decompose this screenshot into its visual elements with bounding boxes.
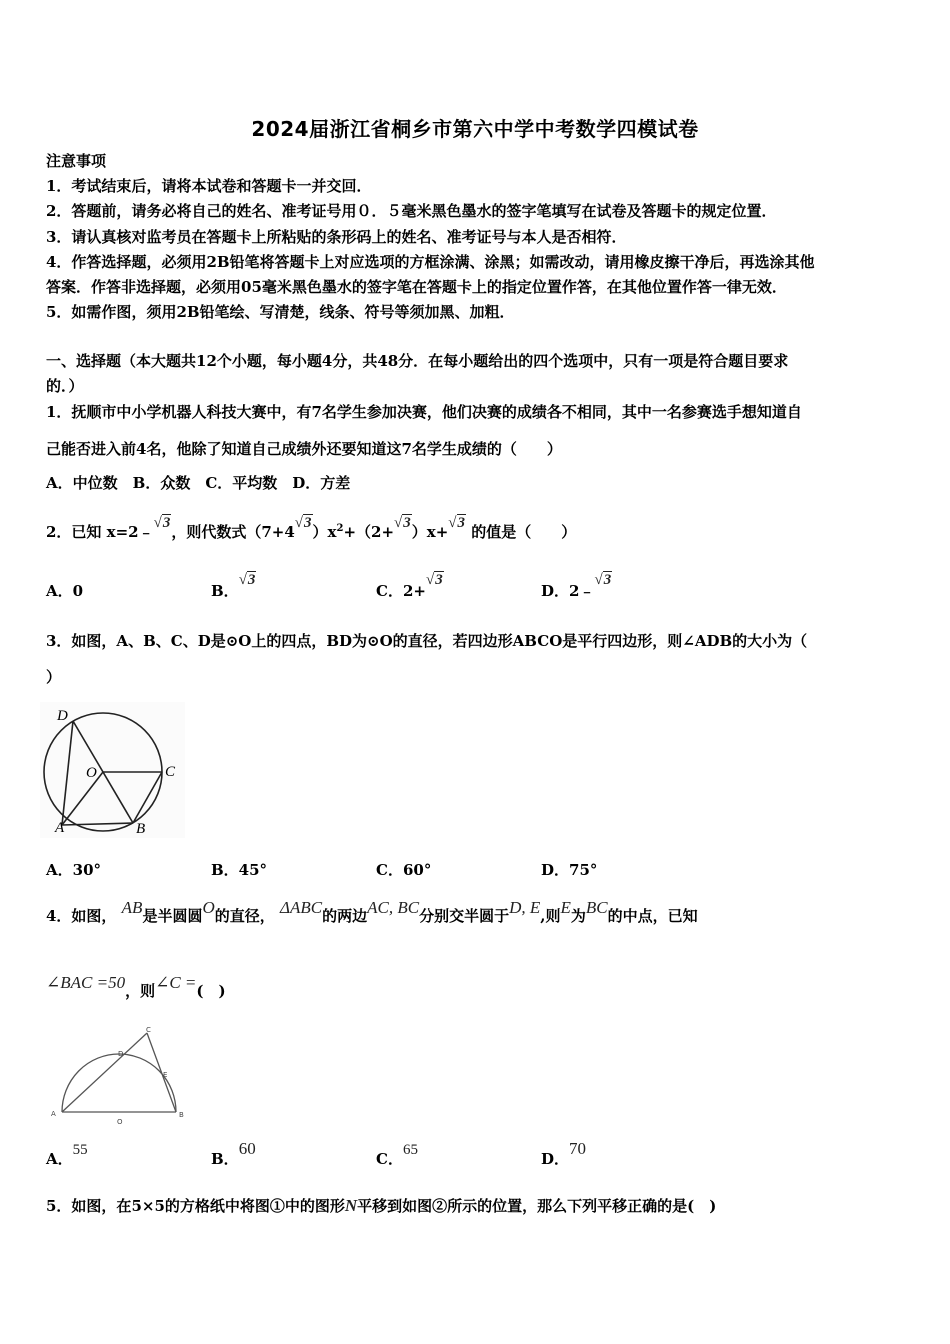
label-d: D: [118, 1050, 124, 1058]
label-d: D: [57, 708, 68, 724]
q3-stem: 3．如图，A、B、C、D是⊙O上的四点，BD为⊙O的直径，若四边形ABCO是平行四边形，则∠ADB的大小为（: [46, 632, 808, 650]
notice-item: 2．答题前，请务必将自己的姓名、准考证号用０．５毫米黑色墨水的签字笔填写在试卷及答题卡的规定位置．: [46, 202, 777, 220]
label-b: B: [179, 1111, 184, 1119]
q4-semicircle-figure: [48, 1024, 190, 1128]
page-title: 2024届浙江省桐乡市第六中学中考数学四模试卷: [251, 117, 699, 141]
q3-option-b: B．45°: [211, 861, 268, 879]
q3-circle-figure: [40, 702, 185, 838]
sqrt-3: √3: [394, 515, 411, 531]
side-ac: [62, 1033, 147, 1112]
notice-heading: 注意事项: [46, 152, 107, 170]
notice-item: 答案．作答非选择题，必须用05毫米黑色墨水的签字笔在答题卡上的指定位置作答，在其他位置作答一律无效．: [46, 278, 787, 296]
q1-stem: 1．抚顺市中小学机器人科技大赛中，有7名学生参加决赛，他们决赛的成绩各不相同，其中一名参赛选手想知道自: [46, 403, 802, 421]
q4-stem-cont: ∠BAC =50，则∠C =( ): [46, 973, 226, 1000]
sqrt-3: √3: [153, 515, 171, 531]
notice-item: 1．考试结束后，请将本试卷和答题卡一并交回．: [46, 177, 372, 195]
label-a: A: [55, 820, 65, 836]
q2-option-a: A．0: [46, 582, 84, 600]
semicircle-o: [62, 1054, 176, 1112]
sqrt-3: √3: [594, 572, 612, 588]
q4-option-a: A．55: [46, 1142, 88, 1168]
q3-option-c: C．60°: [376, 861, 432, 879]
q2-option-d: D．2﹣√3: [541, 580, 612, 603]
q3-stem-cont: ）: [46, 668, 62, 686]
q2-option-b: B．√3: [211, 580, 256, 603]
sqrt-3: √3: [294, 515, 312, 531]
label-a: A: [51, 1110, 56, 1118]
sqrt-3: √3: [448, 515, 466, 531]
q1-options: A．中位数 B．众数 C．平均数 D．方差: [46, 474, 351, 492]
label-b: B: [136, 821, 146, 837]
q3-option-a: A．30°: [46, 861, 102, 879]
q4-option-d: D．70: [541, 1139, 587, 1168]
q3-option-d: D．75°: [541, 861, 598, 879]
label-e: E: [163, 1071, 168, 1079]
notice-item: 3．请认真核对监考员在答题卡上所粘贴的条形码上的姓名、准考证号与本人是否相符．: [46, 228, 627, 246]
notice-item: 5．如需作图，须用2B铅笔绘、写清楚，线条、符号等须加黑、加粗．: [46, 303, 515, 321]
side-bc: [147, 1033, 176, 1112]
q5-stem: 5．如图，在5×5的方格纸中将图①中的图形N平移到如图②所示的位置，那么下列平移正确的是( ): [46, 1196, 717, 1215]
q2-option-c: C．2+√3: [376, 580, 444, 603]
q4-option-c: C．65: [376, 1142, 418, 1168]
notice-item: 4．作答选择题，必须用2B铅笔将答题卡上对应选项的方框涂满、涂黑；如需改动，请用橡皮擦干净后，再选涂其他: [46, 253, 815, 271]
label-c: C: [146, 1026, 151, 1034]
q2-stem: 2．已知 x=2﹣√3，则代数式$(7+4√3)x^2+(2+√3)x+√3$ 的值是（ ）: [46, 518, 576, 544]
label-o: O: [117, 1118, 123, 1126]
sqrt-3: √3: [425, 572, 443, 588]
q1-stem-cont: 己能否进入前4名，他除了知道自己成绩外还要知道这7名学生成绩的（ ）: [46, 440, 562, 458]
section-heading-cont: 的．）: [46, 377, 84, 395]
sqrt-3: √3: [238, 572, 256, 588]
label-c: C: [165, 764, 176, 780]
q4-option-b: B．60: [211, 1139, 256, 1168]
section-heading: 一、选择题（本大题共12个小题，每小题4分，共48分．在每小题给出的四个选项中，只有一项是符合题目要求: [46, 352, 789, 370]
label-o: O: [86, 765, 97, 781]
q4-stem: 4．如图， AB是半圆圆O的直径， ΔABC的两边AC, BC分别交半圆于D, E,则E为BC的中点，已知: [46, 898, 698, 925]
